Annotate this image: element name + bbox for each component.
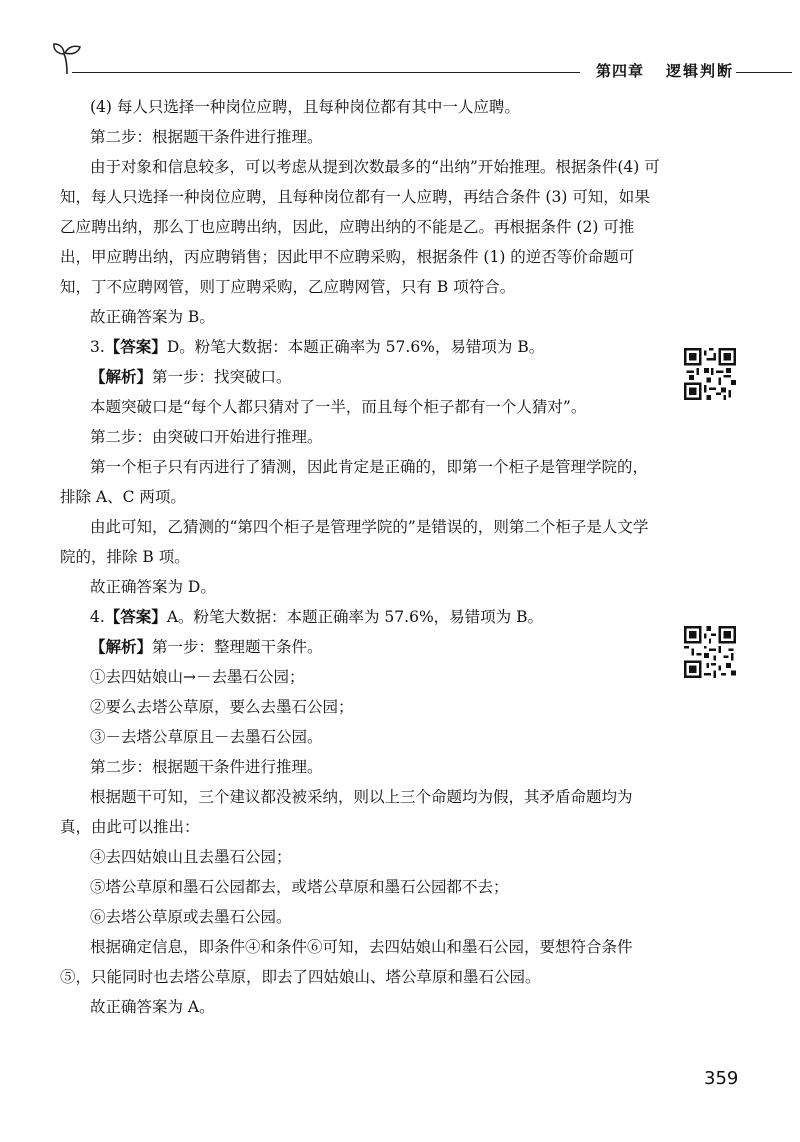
analysis-text: 第一步：找突破口。 [152,368,292,386]
analysis-line-q3 [60,362,660,392]
header-rule-left [72,72,580,73]
condition-item: ②要么去塔公草原，要么去墨石公园； [90,698,354,716]
paragraph: 由于对象和信息较多，可以考虑从提到次数最多的“出纳”开始推理。根据条件(4) 可知，每人只选择一种岗位应聘，且每种岗位都有一人应聘，再结合条件 (3) 可知，如果乙应聘出纳，那么丁也应聘出纳，因此，应聘出纳的不能是乙。再根据条件 (2) 可推出，甲应聘出纳，丙应聘销售；因此甲不应聘采购，根据条件 (1) 的逆否等价命题可知，丁不应聘网管，则丁应聘采购，乙应聘网管，只有 B 项符合。 [60,158,660,296]
analysis-line-q4 [60,632,660,662]
page-number: 359 [704,1068,739,1089]
condition-item: ①去四姑娘山→－去墨石公园； [90,668,305,686]
analysis-tag: 【解析】 [90,637,153,656]
paragraph: 根据题干可知，三个建议都没被采纳，则以上三个命题均为假，其矛盾命题均为真，由此可以推出： [60,788,633,836]
chapter-label: 第四章 [596,62,645,80]
paragraph: 由此可知，乙猜测的“第四个柜子是管理学院的”是错误的，则第二个柜子是人文学院的，排除 B 项。 [60,518,649,566]
analysis-text: 第一步：整理题干条件。 [152,638,323,656]
condition-item: ③－去塔公草原且－去墨石公园。 [90,728,323,746]
condition-item: ⑥去塔公草原或去墨石公园。 [90,908,292,926]
section-label: 逻辑判断 [666,62,735,80]
question-number: 4. [90,608,105,626]
header-rule-right [736,72,792,73]
leaf-ornament-icon [50,40,84,76]
answer-text: D。粉笔大数据：本题正确率为 57.6%，易错项为 B。 [166,338,545,356]
answer-line-q4 [60,602,660,632]
qr-code-icon[interactable] [684,626,736,678]
answer-text: A。粉笔大数据：本题正确率为 57.6%，易错项为 B。 [166,608,543,626]
condition-item: ④去四姑娘山且去墨石公园； [90,848,292,866]
paragraph: 第二步：根据题干条件进行推理。 [90,758,323,776]
paragraph: 第二步：根据题干条件进行推理。 [90,128,323,146]
page-body [60,92,660,1022]
paragraph: (4) 每人只选择一种岗位应聘，且每种岗位都有其中一人应聘。 [90,98,520,116]
page-header [0,0,800,90]
analysis-tag: 【解析】 [90,367,153,386]
qr-code-icon[interactable] [684,348,736,400]
paragraph: 本题突破口是“每个人都只猜对了一半，而且每个柜子都有一个人猜对”。 [90,398,587,416]
paragraph: 故正确答案为 D。 [90,578,216,596]
answer-tag: 【答案】 [104,337,167,356]
paragraph: 故正确答案为 B。 [90,308,215,326]
paragraph: 根据确定信息，即条件④和条件⑥可知，去四姑娘山和墨石公园，要想符合条件⑤，只能同时也去塔公草原，即去了四姑娘山、塔公草原和墨石公园。 [60,938,633,986]
paragraph: 第二步：由突破口开始进行推理。 [90,428,323,446]
question-number: 3. [90,338,105,356]
answer-tag: 【答案】 [104,607,167,626]
paragraph: 第一个柜子只有丙进行了猜测，因此肯定是正确的，即第一个柜子是管理学院的，排除 A、C 两项。 [60,458,649,506]
condition-item: ⑤塔公草原和墨石公园都去，或塔公草原和墨石公园都不去； [90,878,509,896]
paragraph: 故正确答案为 A。 [90,998,215,1016]
answer-line-q3 [60,332,660,362]
